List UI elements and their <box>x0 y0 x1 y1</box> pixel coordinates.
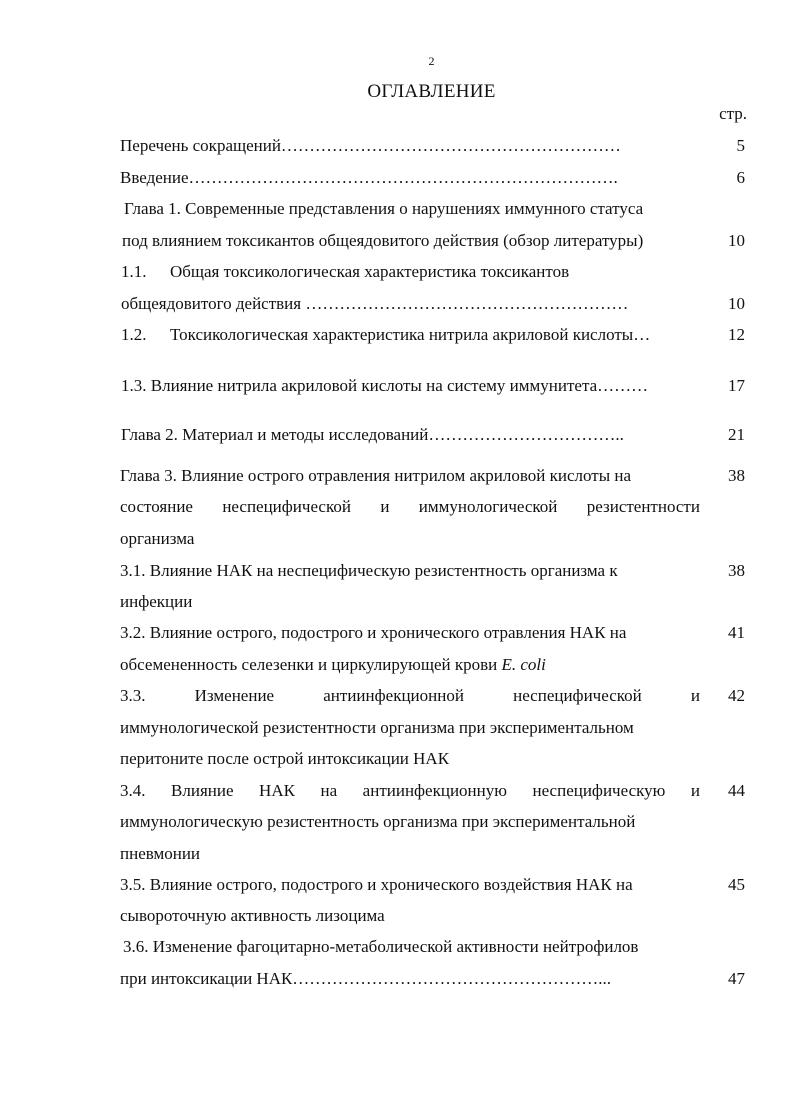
toc-page-abbreviations: 5 <box>736 136 745 155</box>
word: неспецифическую <box>532 781 666 800</box>
toc-entry-section-1-3: 1.3. Влияние нитрила акриловой кислоты на систему иммунитета……… <box>121 376 649 395</box>
toc-entry-section-1-2: Токсикологическая характеристика нитрила акриловой кислоты… <box>170 325 651 344</box>
toc-entry-abbreviations: Перечень сокращений…………………………………………………… <box>120 136 621 155</box>
toc-entry-chapter-3-line-2 <box>120 497 700 517</box>
toc-entry-introduction: Введение…………………………………………………………………. <box>120 168 618 187</box>
toc-entry-section-3-1-line-1: 3.1. Влияние НАК на неспецифическую резистентность организма к <box>120 561 618 580</box>
toc-entry-section-3-4-line-3: пневмонии <box>120 844 201 863</box>
word: состояние <box>120 497 193 516</box>
toc-entry-section-3-3-line-2: иммунологической резистентности организма при экспериментальном <box>120 718 634 737</box>
toc-entry-chapter-1-line-2: под влиянием токсикантов общеядовитого действия (обзор литературы) <box>122 231 644 250</box>
toc-text: обсемененность селезенки и циркулирующей крови <box>120 655 498 674</box>
toc-page-chapter-3: 38 <box>728 466 745 485</box>
toc-entry-section-3-6-line-1: 3.6. Изменение фагоцитарно-метаболической активности нейтрофилов <box>123 937 639 956</box>
toc-entry-chapter-1-line-1: Глава 1. Современные представления о нарушениях иммунного статуса <box>124 199 644 218</box>
toc-entry-section-3-3-line-3: перитоните после острой интоксикации НАК <box>120 749 450 768</box>
word: иммунологической <box>418 497 558 516</box>
page-title: ОГЛАВЛЕНИЕ <box>367 81 496 102</box>
toc-entry-section-3-3-line-1 <box>120 686 700 706</box>
page-number: 2 <box>428 54 435 68</box>
toc-page-section-1-1: 10 <box>728 294 745 313</box>
toc-entry-section-3-6-line-2: при интоксикации НАК………………………………………………... <box>120 969 612 988</box>
toc-entry-chapter-3-line-3: организма <box>120 529 195 548</box>
toc-page-section-1-3: 17 <box>728 376 745 395</box>
word: Изменение <box>194 686 275 705</box>
toc-entry-section-3-4-line-2: иммунологическую резистентность организма при экспериментальной <box>120 812 636 831</box>
word: антиинфекционной <box>323 686 464 705</box>
word: неспецифической <box>222 497 351 516</box>
word: и <box>380 497 390 516</box>
toc-entry-section-3-5-line-1: 3.5. Влияние острого, подострого и хронического воздействия НАК на <box>120 875 633 894</box>
toc-entry-section-3-1-line-2: инфекции <box>120 592 193 611</box>
toc-section-number: 1.2. <box>121 325 147 344</box>
page-column-header: стр. <box>719 104 747 123</box>
toc-entry-chapter-2: Глава 2. Материал и методы исследований…………………………….. <box>121 425 624 444</box>
word: антиинфекционную <box>362 781 507 800</box>
word: 3.4. <box>120 781 146 800</box>
word: резистентности <box>586 497 700 516</box>
toc-entry-section-3-2-line-2 <box>120 655 546 675</box>
toc-page-section-3-3: 42 <box>728 686 745 705</box>
toc-page-chapter-1: 10 <box>728 231 745 250</box>
toc-section-number: 1.1. <box>121 262 147 281</box>
word: НАК <box>259 781 295 800</box>
toc-page-section-3-4: 44 <box>728 781 745 800</box>
toc-entry-section-1-1-line-1: Общая токсикологическая характеристика токсикантов <box>170 262 570 281</box>
word: на <box>320 781 338 800</box>
word: и <box>690 781 700 800</box>
toc-page-chapter-2: 21 <box>728 425 745 444</box>
toc-page-section-3-6: 47 <box>728 969 745 988</box>
toc-page-section-3-2: 41 <box>728 623 745 642</box>
toc-entry-section-3-4-line-1 <box>120 781 700 801</box>
toc-entry-section-3-5-line-2: сывороточную активность лизоцима <box>120 906 385 925</box>
toc-entry-section-3-2-line-1: 3.2. Влияние острого, подострого и хронического отравления НАК на <box>120 623 627 642</box>
word: и <box>690 686 700 705</box>
toc-entry-chapter-3-line-1: Глава 3. Влияние острого отравления нитрилом акриловой кислоты на <box>120 466 632 485</box>
word: 3.3. <box>120 686 146 705</box>
toc-page-section-1-2: 12 <box>728 325 745 344</box>
toc-page-section-3-5: 45 <box>728 875 745 894</box>
species-name: E. coli <box>501 655 546 674</box>
toc-page-section-3-1: 38 <box>728 561 745 580</box>
toc-page-introduction: 6 <box>736 168 745 187</box>
word: Влияние <box>171 781 234 800</box>
word: неспецифической <box>513 686 642 705</box>
toc-entry-section-1-1-line-2: общеядовитого действия ………………………………………………… <box>121 294 629 313</box>
